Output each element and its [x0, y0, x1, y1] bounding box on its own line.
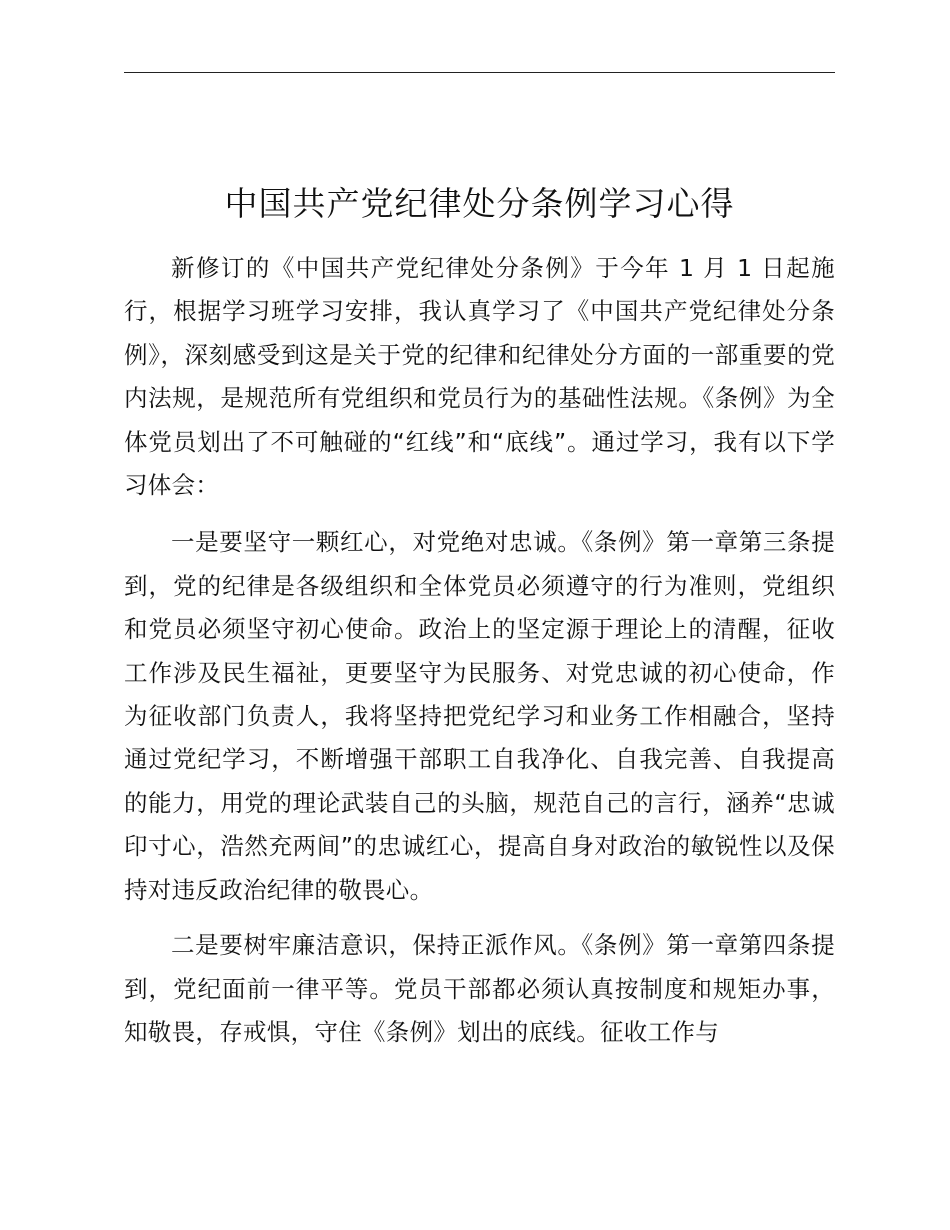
header-rule [124, 72, 835, 73]
paragraph-point-two: 二是要树牢廉洁意识，保持正派作风。《条例》第一章第四条提到，党纪面前一律平等。党员干部都必须认真按制度和规矩办事，知敬畏，存戒惧，守住《条例》划出的底线。征收工作与 [124, 931, 835, 1046]
paragraph-point-one: 一是要坚守一颗红心，对党绝对忠诚。《条例》第一章第三条提到，党的纪律是各级组织和全体党员必须遵守的行为准则，党组织和党员必须坚守初心使命。政治上的坚定源于理论上的清醒，征收工作涉及民生福祉，更要坚守为民服务、对党忠诚的初心使命，作为征收部门负责人，我将坚持把党纪学习和业务工作相融合，坚持通过党纪学习，不断增强干部职工自我净化、自我完善、自我提高的能力，用党的理论武装自己的头脑，规范自己的言行，涵养“忠诚印寸心，浩然充两间”的忠诚红心，提高自身对政治的敏锐性以及保持对违反政治纪律的敬畏心。 [124, 528, 835, 904]
paragraph-intro: 新修订的《中国共产党纪律处分条例》于今年 1 月 1 日起施行，根据学习班学习安排，我认真学习了《中国共产党纪律处分条例》，深刻感受到这是关于党的纪律和纪律处分方面的一部重要的党内法规，是规范所有党组织和党员行为的基础性法规。《条例》为全体党员划出了不可触碰的“红线”和“底线”。通过学习，我有以下学习体会： [124, 254, 835, 500]
document-title: 中国共产党纪律处分条例学习心得 [224, 184, 735, 223]
document-body [124, 247, 835, 1066]
